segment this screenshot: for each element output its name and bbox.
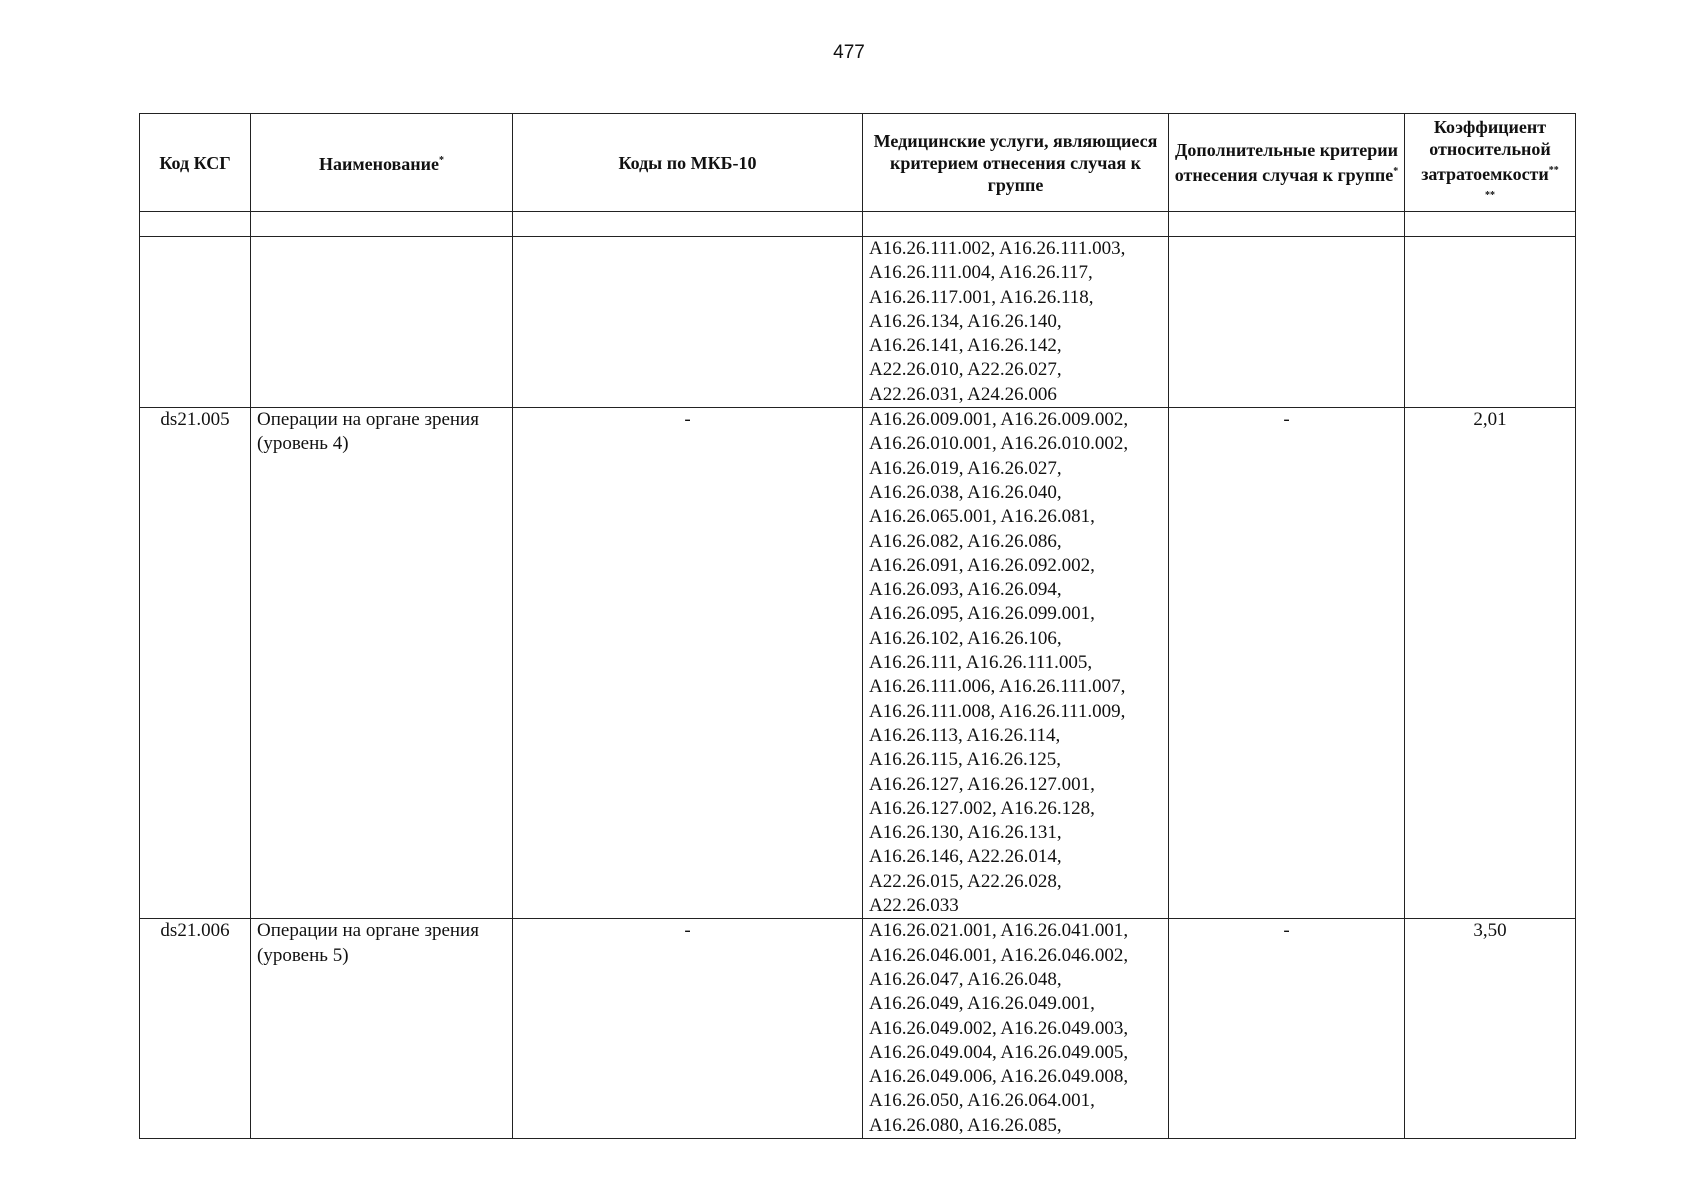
table-blank-row (140, 212, 1576, 237)
cell-services: A16.26.021.001, A16.26.041.001, A16.26.046.001, A16.26.046.002, A16.26.047, A16.26.048, A16.26.049, A16.26.049.001, A16.26.049.002, A16.26.049.003, A16.26.049.004, A16.26.049.005, A16.26.049.006, A16.26.049.008, A16.26.050, A16.26.064.001, A16.26.080, A16.26.085, (863, 919, 1169, 1139)
cell-mkb (513, 237, 863, 408)
header-coefficient: Коэффициент относительной затратоемкости** ** (1405, 114, 1576, 212)
table-row (140, 919, 1576, 1139)
blank-cell (1169, 212, 1405, 237)
cell-mkb: - (513, 408, 863, 919)
header-mkb-codes: Коды по МКБ-10 (513, 114, 863, 212)
header-name: Наименование* (251, 114, 513, 212)
table-row (140, 408, 1576, 919)
cell-coefficient: 3,50 (1405, 919, 1576, 1139)
cell-extra: - (1169, 408, 1405, 919)
header-name-footnote-mark: * (439, 155, 444, 166)
header-coef-footnote-mark: ** (1548, 164, 1559, 176)
header-extra-footnote-mark: * (1393, 166, 1399, 177)
cell-extra (1169, 237, 1405, 408)
table-row (140, 237, 1576, 408)
header-medical-services: Медицинские услуги, являющиеся критерием отнесения случая к группе (863, 114, 1169, 212)
cell-mkb: - (513, 919, 863, 1139)
header-code: Код КСГ (140, 114, 251, 212)
cell-name (251, 237, 513, 408)
blank-cell (513, 212, 863, 237)
cell-extra: - (1169, 919, 1405, 1139)
cell-services: A16.26.009.001, A16.26.009.002, A16.26.010.001, A16.26.010.002, A16.26.019, A16.26.027, A16.26.038, A16.26.040, A16.26.065.001, A16.26.081, A16.26.082, A16.26.086, A16.26.091, A16.26.092.002, A16.26.093, A16.26.094, A16.26.095, A16.26.099.001, A16.26.102, A16.26.106, A16.26.111, A16.26.111.005, A16.26.111.006, A16.26.111.007, A16.26.111.008, A16.26.111.009, A16.26.113, A16.26.114, A16.26.115, A16.26.125, A16.26.127, A16.26.127.001, A16.26.127.002, A16.26.128, A16.26.130, A16.26.131, A16.26.146, A22.26.014, A22.26.015, A22.26.028, A22.26.033 (863, 408, 1169, 919)
cell-coefficient (1405, 237, 1576, 408)
cell-code: ds21.006 (140, 919, 251, 1139)
blank-cell (1405, 212, 1576, 237)
cell-code (140, 237, 251, 408)
blank-cell (140, 212, 251, 237)
ksg-table (139, 113, 1576, 1139)
blank-cell (863, 212, 1169, 237)
header-coef-footnote-mark-2: ** (1485, 189, 1495, 201)
blank-cell (251, 212, 513, 237)
cell-name: Операции на органе зрения (уровень 5) (251, 919, 513, 1139)
cell-services: A16.26.111.002, A16.26.111.003, A16.26.111.004, A16.26.117, A16.26.117.001, A16.26.118, A16.26.134, A16.26.140, A16.26.141, A16.26.142, A22.26.010, A22.26.027, A22.26.031, A24.26.006 (863, 237, 1169, 408)
table-header-row (140, 114, 1576, 212)
cell-code: ds21.005 (140, 408, 251, 919)
cell-coefficient: 2,01 (1405, 408, 1576, 919)
header-additional-criteria: Дополнительные критерии отнесения случая к группе* (1169, 114, 1405, 212)
page-number: 477 (833, 42, 865, 63)
cell-name: Операции на органе зрения (уровень 4) (251, 408, 513, 919)
